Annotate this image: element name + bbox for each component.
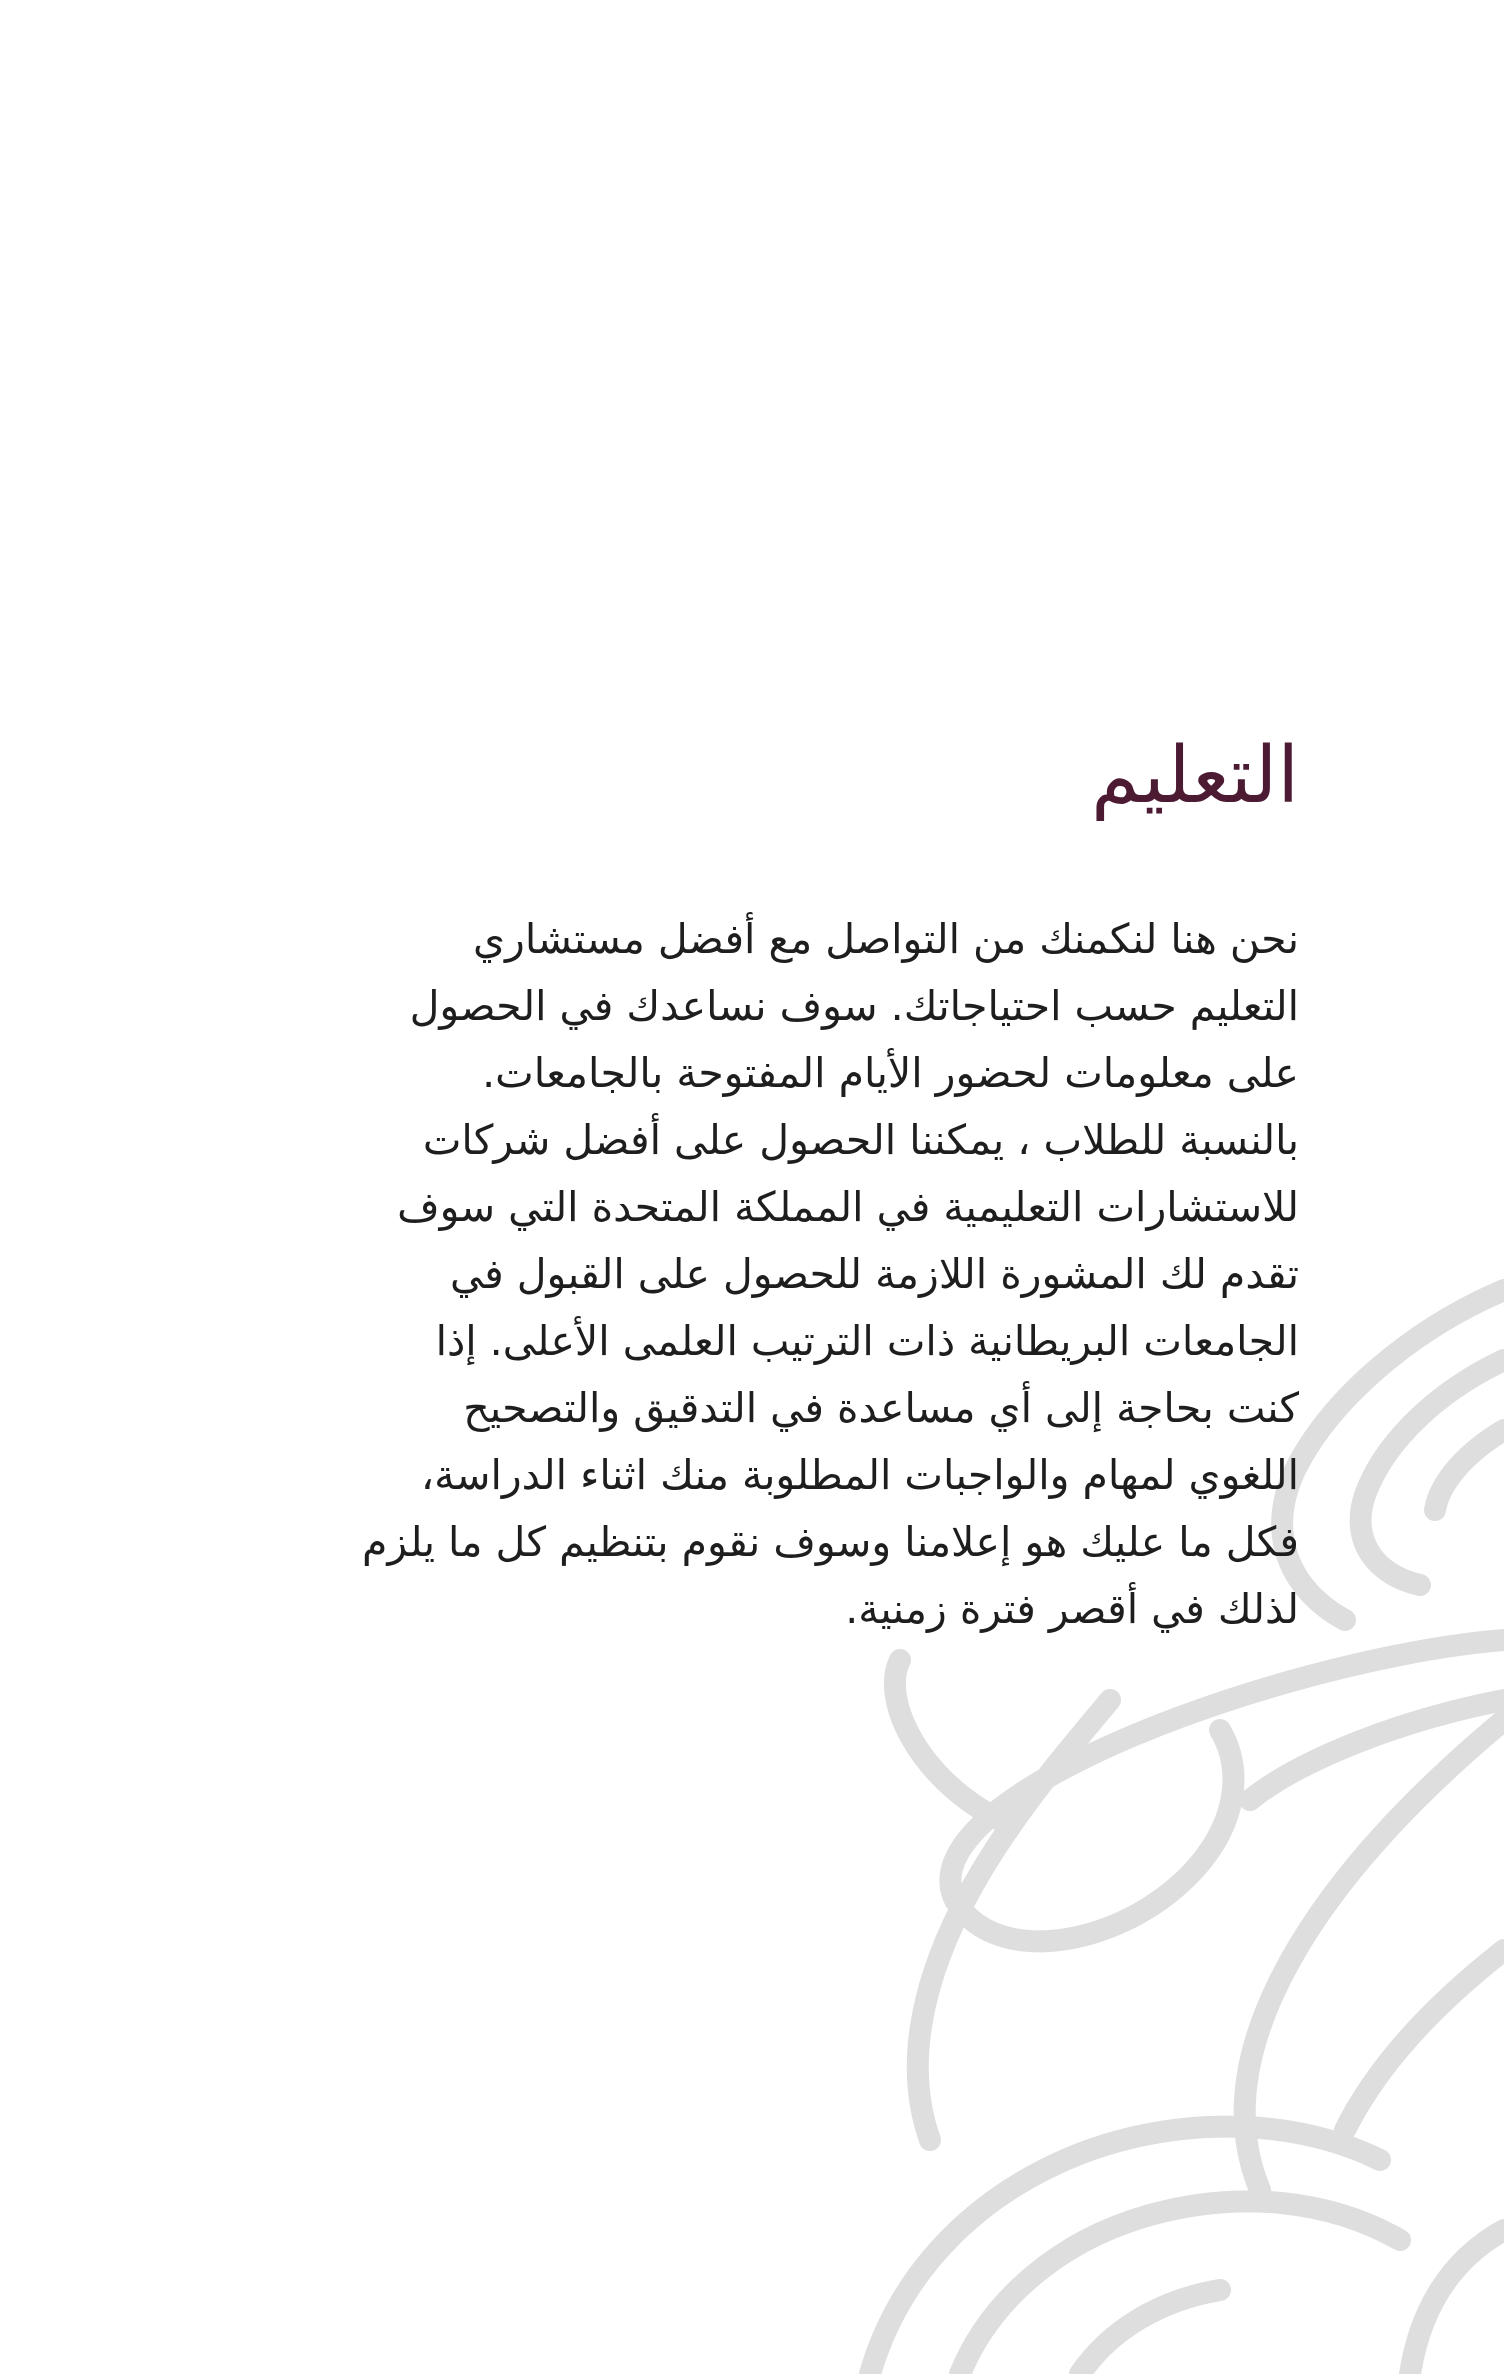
body-paragraph <box>189 906 1299 1643</box>
body-line: بالنسبة للطلاب ، يمكننا الحصول على أفضل شركات <box>422 1115 1299 1164</box>
body-line: كنت بحاجة إلى أي مساعدة في التدقيق والتصحيح <box>463 1383 1299 1432</box>
body-line: الجامعات البريطانية ذات الترتيب العلمى الأعلى. إذا <box>435 1316 1299 1365</box>
body-line: اللغوي لمهام والواجبات المطلوبة منك اثناء الدراسة، <box>420 1450 1299 1499</box>
body-line: لذلك في أقصر فترة زمنية. <box>845 1584 1299 1633</box>
body-line: على معلومات لحضور الأيام المفتوحة بالجامعات. <box>482 1048 1299 1097</box>
body-line: تقدم لك المشورة اللازمة للحصول على القبول في <box>449 1249 1299 1298</box>
page-title: التعليم <box>1091 731 1299 821</box>
body-line: للاستشارات التعليمية في المملكة المتحدة التي سوف <box>397 1182 1299 1231</box>
body-line: نحن هنا لنكمنك من التواصل مع أفضل مستشاري <box>472 914 1299 963</box>
body-line: فكل ما عليك هو إعلامنا وسوف نقوم بتنظيم كل ما يلزم <box>362 1517 1299 1566</box>
body-line: التعليم حسب احتياجاتك. سوف نساعدك في الحصول <box>409 981 1299 1030</box>
content-block <box>189 730 1299 1643</box>
